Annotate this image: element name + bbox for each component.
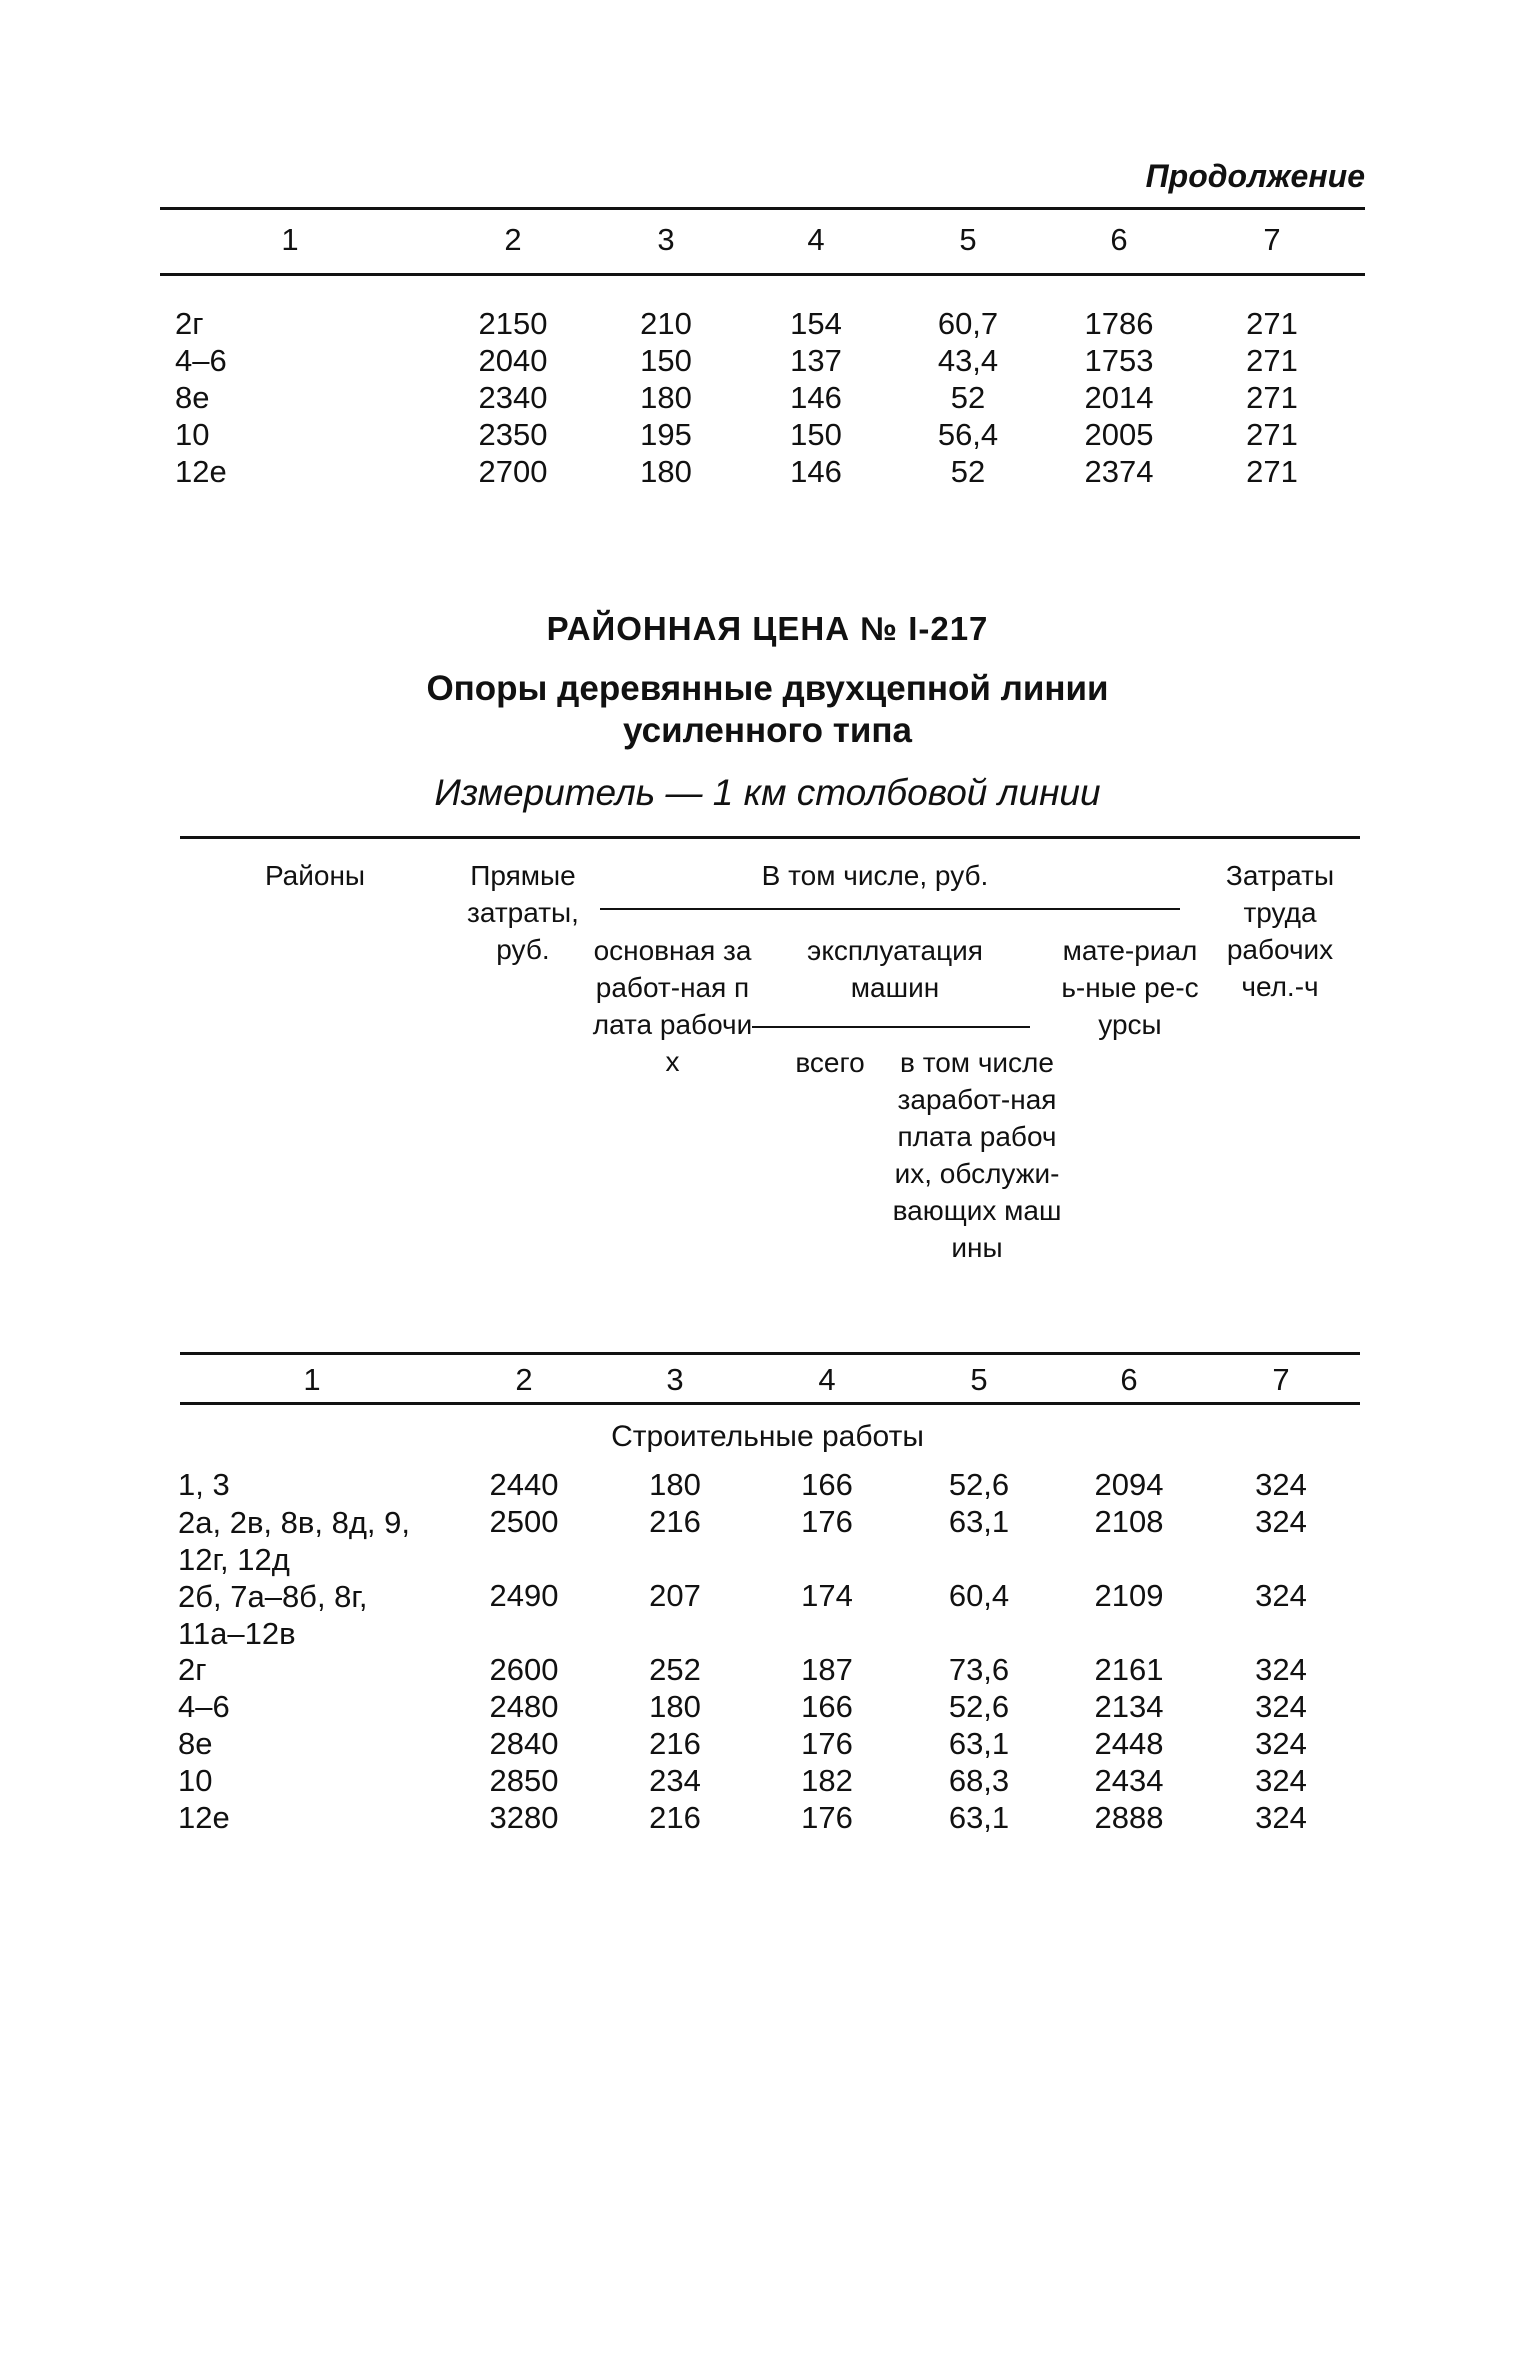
cell-machines-total: 182 [801,1763,853,1798]
header-including-rule [600,908,1180,910]
cell-machines-total: 154 [790,306,842,341]
cell-materials: 2005 [1084,417,1154,452]
cell-labor: 271 [1246,306,1298,341]
cell-materials: 2374 [1084,454,1154,489]
bottom-col-number-5: 5 [970,1362,988,1397]
top-col-number-7: 7 [1263,222,1281,257]
cell-machines-wage: 56,4 [937,417,999,452]
header-direct-costs [448,857,598,968]
row-district: 10 [178,1763,213,1798]
row-district: 8е [178,1726,213,1761]
cell-base-wage: 216 [649,1726,701,1761]
bottom-table-rule-top [180,836,1360,839]
cell-direct-costs: 2600 [489,1652,559,1687]
cell-machines-total: 176 [801,1800,853,1835]
price-title: РАЙОННАЯ ЦЕНА № I-217 [546,610,989,647]
header-machine-operation-text: эксплуатация машин [807,935,983,1003]
cell-machines-wage: 52 [950,380,986,415]
top-col-number-5: 5 [959,222,977,257]
top-col-number-6: 6 [1110,222,1128,257]
cell-direct-costs: 2150 [478,306,548,341]
subject-title-text: Опоры деревянные двухцепной линии усиленного типа [426,669,1109,750]
header-direct-costs-text: Прямые затраты, руб. [467,860,579,965]
row-district: 2б, 7а–8б, 8г, 11а–12в [178,1579,368,1651]
header-total: всего [795,1047,865,1078]
cell-base-wage: 210 [640,306,692,341]
cell-machines-wage: 73,6 [948,1652,1010,1687]
top-col-number-4: 4 [807,222,825,257]
cell-machines-wage: 63,1 [948,1800,1010,1835]
row-district: 8е [175,380,210,415]
cell-machines-total: 166 [801,1467,853,1502]
section-title: Строительные работы [611,1420,924,1453]
header-districts: Районы [264,860,366,891]
bottom-col-number-1: 1 [303,1362,321,1397]
cell-machines-wage: 63,1 [948,1726,1010,1761]
cell-base-wage: 180 [649,1467,701,1502]
cell-materials: 2448 [1094,1726,1164,1761]
row-district: 4–6 [175,343,227,378]
cell-labor: 324 [1255,1652,1307,1687]
cell-labor: 324 [1255,1763,1307,1798]
cell-base-wage: 180 [640,380,692,415]
cell-base-wage: 207 [649,1578,701,1613]
top-table-rule-top [160,207,1365,210]
cell-machines-wage: 52,6 [948,1467,1010,1502]
row-district: 12е [175,454,227,489]
header-including: В том числе, руб. [761,860,989,891]
cell-materials: 2094 [1094,1467,1164,1502]
cell-machines-total: 166 [801,1689,853,1724]
cell-machines-wage: 60,4 [948,1578,1010,1613]
header-incl-wage-text: в том числе заработ-ная плата рабочих, обслужи-вающих машины [892,1047,1062,1263]
cell-machines-wage: 63,1 [948,1504,1010,1539]
cell-direct-costs: 3280 [489,1800,559,1835]
cell-machines-wage: 43,4 [937,343,999,378]
cell-materials: 2434 [1094,1763,1164,1798]
cell-base-wage: 216 [649,1504,701,1539]
top-table-rule-header [160,273,1365,276]
cell-base-wage: 234 [649,1763,701,1798]
bottom-col-number-3: 3 [666,1362,684,1397]
cell-direct-costs: 2480 [489,1689,559,1724]
cell-machines-total: 146 [790,380,842,415]
bottom-col-number-6: 6 [1120,1362,1138,1397]
cell-direct-costs: 2040 [478,343,548,378]
cell-machines-total: 146 [790,454,842,489]
cell-base-wage: 195 [640,417,692,452]
row-district: 12е [178,1800,230,1835]
row-district: 2а, 2в, 8в, 8д, 9, 12г, 12д [178,1505,410,1577]
cell-direct-costs: 2700 [478,454,548,489]
header-materials-text: мате-риаль-ные ре-сурсы [1061,935,1199,1040]
cell-materials: 2108 [1094,1504,1164,1539]
cell-labor: 271 [1246,380,1298,415]
cell-direct-costs: 2440 [489,1467,559,1502]
cell-labor: 324 [1255,1504,1307,1539]
cell-materials: 1753 [1084,343,1154,378]
cell-base-wage: 180 [640,454,692,489]
cell-labor: 324 [1255,1689,1307,1724]
cell-machines-wage: 68,3 [948,1763,1010,1798]
cell-materials: 2161 [1094,1652,1164,1687]
header-machine-operation [750,932,1040,1006]
cell-labor: 324 [1255,1578,1307,1613]
row-district: 1, 3 [178,1467,230,1502]
row-district: 10 [175,417,210,452]
cell-base-wage: 216 [649,1800,701,1835]
bottom-col-number-4: 4 [818,1362,836,1397]
cell-machines-wage: 52 [950,454,986,489]
cell-machines-total: 174 [801,1578,853,1613]
cell-machines-wage: 60,7 [937,306,999,341]
cell-materials: 2109 [1094,1578,1164,1613]
cell-labor: 324 [1255,1800,1307,1835]
cell-materials: 2134 [1094,1689,1164,1724]
cell-direct-costs: 2340 [478,380,548,415]
cell-machines-total: 150 [790,417,842,452]
header-incl-wage [892,1044,1062,1266]
cell-materials: 2014 [1084,380,1154,415]
row-district: 2г [175,306,204,341]
bottom-table-rule-header [180,1352,1360,1355]
cell-machines-total: 176 [801,1504,853,1539]
header-base-wage-text: основная заработ-ная плата рабочих [592,935,753,1077]
top-col-number-1: 1 [281,222,299,257]
continuation-label: Продолжение [1145,158,1365,194]
top-col-number-3: 3 [657,222,675,257]
row-district: 4–6 [178,1689,230,1724]
cell-labor: 271 [1246,417,1298,452]
row-district: 2г [178,1652,207,1687]
cell-materials: 1786 [1084,306,1154,341]
cell-machines-total: 187 [801,1652,853,1687]
cell-labor: 324 [1255,1726,1307,1761]
cell-direct-costs: 2850 [489,1763,559,1798]
bottom-col-number-7: 7 [1272,1362,1290,1397]
cell-base-wage: 180 [649,1689,701,1724]
header-materials [1060,932,1200,1043]
cell-labor: 324 [1255,1467,1307,1502]
top-col-number-2: 2 [504,222,522,257]
bottom-table-rule-numbers [180,1402,1360,1405]
bottom-col-number-2: 2 [515,1362,533,1397]
cell-base-wage: 252 [649,1652,701,1687]
header-labor-text: Затраты труда рабочих чел.-ч [1225,860,1335,1002]
measure-unit: Измеритель — 1 км столбовой линии [434,772,1101,813]
cell-materials: 2888 [1094,1800,1164,1835]
header-machine-rule [752,1026,1030,1028]
cell-direct-costs: 2500 [489,1504,559,1539]
cell-direct-costs: 2490 [489,1578,559,1613]
cell-labor: 271 [1246,454,1298,489]
cell-machines-total: 137 [790,343,842,378]
cell-machines-total: 176 [801,1726,853,1761]
cell-machines-wage: 52,6 [948,1689,1010,1724]
cell-base-wage: 150 [640,343,692,378]
header-labor [1200,857,1360,1005]
subject-title [0,668,1535,752]
cell-direct-costs: 2840 [489,1726,559,1761]
cell-direct-costs: 2350 [478,417,548,452]
header-base-wage [590,932,755,1080]
cell-labor: 271 [1246,343,1298,378]
